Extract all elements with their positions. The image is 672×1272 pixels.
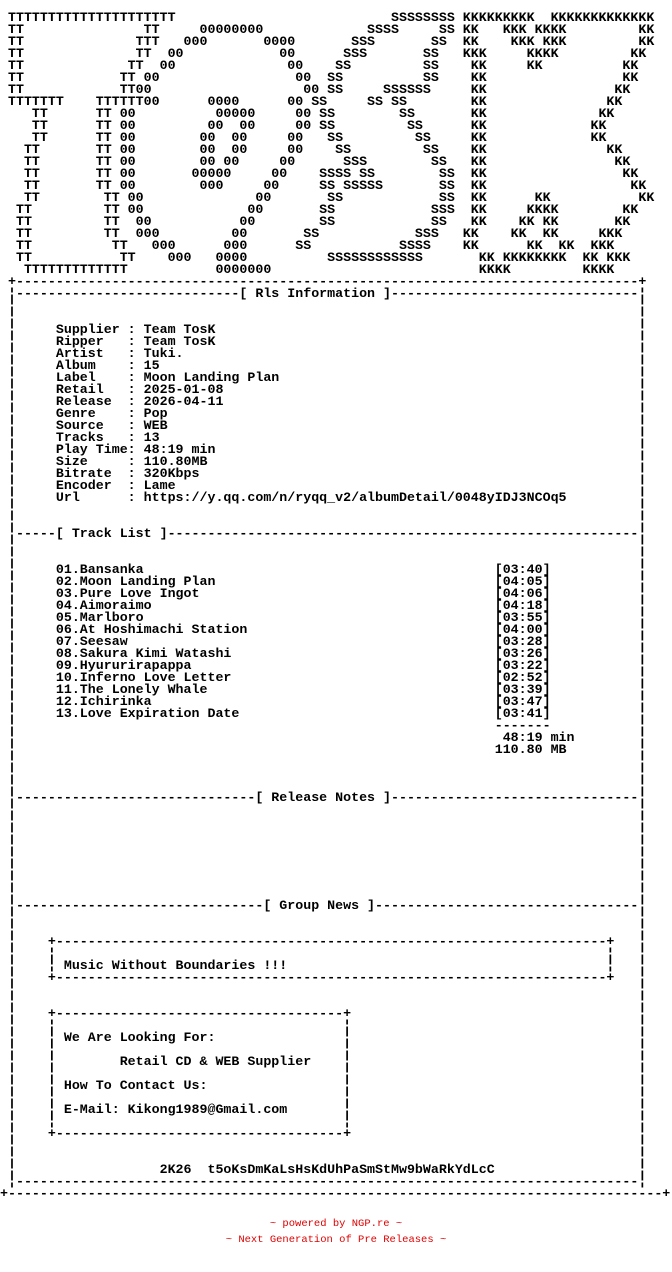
release-info-section: +------------------------------------------------------------------------------+ ¦----------------------------[ Rls Information ]-------------------------------¦ ¦ ¦ ¦ ¦ ¦ Supplier : Team TosK ¦ ¦ Ripper : Team TosK ¦ ¦ Artist : Tuki. ¦ ¦ Album : 15 ¦ ¦ Label : Moon Landing Plan ¦ ¦ Retail : 2025-01-08 ¦ ¦ Release : 2026-04-11 ¦ ¦ Genre : Pop ¦ ¦ Source : WEB ¦ ¦ Tracks : 13 ¦ ¦ Play Time: 48:19 min ¦ ¦ Size : 110.80MB ¦ ¦ Bitrate : 320Kbps ¦ ¦ Encoder : Lame ¦ ¦ Url : https://y.qq.com/n/ryqq_v2/albumDetail/0048yIDJ3NCOq5 ¦ ¦ ¦ ¦ ¦ (7, 274, 647, 529)
release-notes-section: ¦------------------------------[ Release Notes ]-------------------------------¦ ¦ ¦ ¦ ¦ ¦ ¦ ¦ ¦ ¦ ¦ ¦ ¦ ¦ ¦ ¦ ¦ (7, 790, 647, 901)
ascii-art-logo: TTTTTTTTTTTTTTTTTTTTT SSSSSSSS KKKKKKKKK KKKKKKKKKKKKK TT TT 00000000 SSSS SS KK KKK KKKK KK TT TTT 000 0000 SSS SS KK KKK KKK KK TT TT 00 00 SSS SS KKK KKKK KK TT TT 00 00 SS SS KK KK KK TT TT 00 00 SS SS KK KK TT TT00 00 SS SSSSSS KK KK TTTTTTT TTTTTT00 0000 00 SS SS SS KK KK TT TT 00 00000 00 SS SS KK KK TT TT 00 00 00 00 SS SS KK KK TT TT 00 00 00 00 SS SS KK KK TT TT 00 00 00 00 SS SS KK KK TT TT 00 00 00 00 SSS SS KK KK TT TT 00 00000 00 SSSS SS SS KK KK TT TT 00 000 00 SS SSSSS SS KK KK TT TT 00 00 SS SS KK KK KK TT TT 00 00 SS SSS KK KKKK KK TT TT 00 00 SS SS KK KK KK KK TT TT 000 00 SS SSS KK KK KK KKK TT TT 000 000 SS SSSS KK KK KK KKK TT TT 000 0000 SSSSSSSSSSSS KK KKKKKKKK KK KKK TTTTTTTTTTTTT 0000000 KKKK KKKK (7, 10, 655, 277)
track-list-section: ¦-----[ Track List ]-----------------------------------------------------------¦ ¦ ¦ ¦ ¦ ¦ 01.Bansanka [03:40] ¦ ¦ 02.Moon Landing Plan [04:05] ¦ ¦ 03.Pure Love Ingot [04:06] ¦ ¦ 04.Aimoraimo [04:18] ¦ ¦ 05.Marlboro [03:55] ¦ ¦ 06.At Hoshimachi Station [04:00] ¦ ¦ 07.Seesaw [03:28] ¦ ¦ 08.Sakura Kimi Watashi [03:26] ¦ ¦ 09.Hyururirapappa [03:22] ¦ ¦ 10.Inferno Love Letter [02:52] ¦ ¦ 11.The Lonely Whale [03:39] ¦ ¦ 12.Ichirinka [03:47] ¦ ¦ 13.Love Expiration Date [03:41] ¦ ¦ ------- ¦ ¦ 48:19 min ¦ ¦ 110.80 MB ¦ ¦ ¦ ¦ ¦ ¦ ¦ (7, 526, 647, 793)
group-news-section: ¦-------------------------------[ Group News ]---------------------------------¦ ¦ ¦ ¦ ¦ ¦ +---------------------------------------------------------------------+ ¦ ¦ ¦ ¦ ¦ ¦ ¦ Music Without Boundaries !!! ¦ ¦ ¦ +---------------------------------------------------------------------+ ¦ ¦ ¦ ¦ ¦ ¦ +------------------------------------+ ¦ ¦ ¦ ¦ ¦ ¦ ¦ We Are Looking For: ¦ ¦ ¦ ¦ ¦ ¦ ¦ ¦ Retail CD & WEB Supplier ¦ ¦ ¦ ¦ ¦ ¦ ¦ ¦ How To Contact Us: ¦ ¦ ¦ ¦ ¦ ¦ ¦ ¦ E-Mail: Kikong1989@Gmail.com ¦ ¦ ¦ ¦ ¦ ¦ ¦ +------------------------------------+ ¦ ¦ ¦ ¦ ¦ (7, 898, 647, 1165)
nfo-footer: ¦ 2K26 t5oKsDmKaLsHsKdUhPaSmStMw9bWaRkYdLcC ¦ ¦------------------------------------------------------------------------------¦ +----------------------------------------------------------------------------------+ (0, 1162, 671, 1201)
powered-by-footer (0, 1216, 672, 1248)
tagline-line: ~ Next Generation of Pre Releases ~ (225, 1234, 447, 1246)
powered-by-line: ~ powered by NGP.re ~ (269, 1218, 403, 1230)
